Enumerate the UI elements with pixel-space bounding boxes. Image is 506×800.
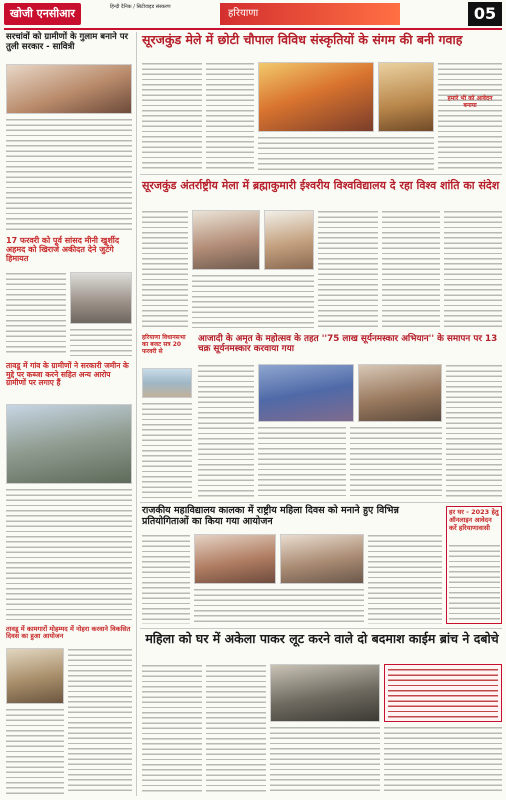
brahmakumari-photo-1: [192, 210, 260, 270]
header-rule: [4, 28, 502, 30]
page-header: [0, 0, 506, 28]
top-photo-stage: [378, 62, 434, 132]
vidhan-photo: [142, 368, 192, 398]
divider: [140, 174, 502, 175]
top-photo-dancers: [258, 62, 374, 132]
azadi-photo-1: [258, 364, 354, 422]
brahmakumari-caption: [192, 274, 314, 328]
village-land-headline: तावडू में गांव के ग्रामीणों ने सरकारी जमीन के मुद्दे पर कब्जा करने सहित अन्य आरोप ग्रामीणों पर लगाए हैं: [6, 361, 129, 388]
vidhan-body: [142, 402, 192, 498]
divider: [140, 502, 502, 503]
crime-body-3: [270, 726, 380, 794]
vidhan-headline: हरियाणा विधानसभा का बजट सत्र 20 फरवरी से: [142, 334, 186, 356]
dateline: हिन्दी दैनिक / सिटीवाइड संस्करण: [110, 4, 171, 10]
divider: [140, 628, 502, 629]
left-top-body: [6, 118, 132, 230]
top-body-2: [206, 62, 254, 170]
ad-body: [388, 668, 498, 718]
crime-body-4: [384, 726, 502, 794]
mp-meeting-body: [6, 272, 66, 356]
brahmakumari-body-4: [444, 210, 502, 328]
mahila-photo-2: [280, 534, 364, 584]
top-headline: सूरजकुंड मेले में छोटी चौपाल विविध संस्कृतियों के संगम की बनी गवाह: [142, 32, 463, 47]
mahila-body-2: [368, 534, 442, 624]
akhil-headline: हमारे भी को आवेदन बनाया: [447, 95, 493, 109]
mahila-body-1: [142, 534, 190, 624]
mp-meeting-body-2: [70, 328, 132, 356]
lower-left-headline: तावडू में कामगारों मोहम्मद में नोहरा करवाने विकसित दिवस का हुआ आयोजन: [6, 625, 131, 641]
brahmakumari-body-2: [318, 210, 378, 328]
column-divider: [136, 32, 137, 796]
azadi-body-4: [350, 426, 442, 498]
brahmakumari-body-3: [382, 210, 440, 328]
azadi-body-2: [258, 426, 346, 498]
section-title: हरियाणा: [220, 3, 400, 25]
mahila-photo-1: [194, 534, 276, 584]
har-ghar-headline: हर घर - 2023 हेतु ऑनलाइन आवेदन करें हरियाणावासी: [449, 508, 499, 532]
mahila-divas-headline: राजकीय महाविद्यालय कालका में राष्ट्रीय महिला दिवस को मनाने हुए विभिन्न प्रतियोगिताओं का किया गया आयोजन: [142, 505, 399, 527]
crime-body-2: [206, 664, 266, 794]
brahmakumari-headline: सूरजकुंड अंतर्राष्ट्रीय मेला में ब्रह्माकुमारी ईश्वरीय विश्वविद्यालय दे रहा विश्व शांति का संदेश: [142, 179, 500, 192]
brahmakumari-body-1: [142, 210, 188, 328]
har-ghar-body: [449, 544, 500, 620]
azadi-body-3: [446, 364, 502, 498]
lower-left-body-2: [6, 708, 64, 794]
mp-portrait-photo: [70, 272, 132, 324]
village-land-body: [6, 488, 132, 620]
top-caption: [258, 136, 434, 170]
crime-body-1: [142, 664, 202, 794]
azadi-photo-2: [358, 364, 442, 422]
masthead: खोजी एनसीआर: [4, 3, 81, 25]
top-body-1: [142, 62, 202, 170]
left-top-photo: [6, 64, 132, 114]
mahila-caption: [194, 588, 364, 624]
azadi-headline: आजादी के अमृत के महोत्सव के तहत ''75 लाख सूर्यनमस्कार अभियान'' के समापन पर 13 चक्र सूर्यनमस्कार करवाया गया: [198, 334, 498, 355]
crime-photo: [270, 664, 380, 722]
left-top-headline: सरचांवों को ग्रामीणों के गुलाम बनाने पर तुली सरकार - सावित्री: [6, 32, 129, 52]
top-body-3: [438, 62, 502, 170]
village-photo: [6, 404, 132, 484]
lower-left-photo: [6, 648, 64, 704]
mp-meeting-headline: 17 फरवरी को पूर्व सांसद मीनी खुर्शीद अहमद को खिराजे अकीदत देने जुटेंगे हिमायत: [6, 236, 120, 264]
crime-headline: महिला को घर में अकेला पाकर लूट करने वाले दो बदमाश काईम ब्रांच ने दबोचे: [145, 631, 499, 646]
brahmakumari-photo-2: [264, 210, 314, 270]
page-number: 05: [468, 2, 502, 26]
azadi-body-1: [198, 364, 254, 498]
lower-left-body: [68, 648, 132, 794]
